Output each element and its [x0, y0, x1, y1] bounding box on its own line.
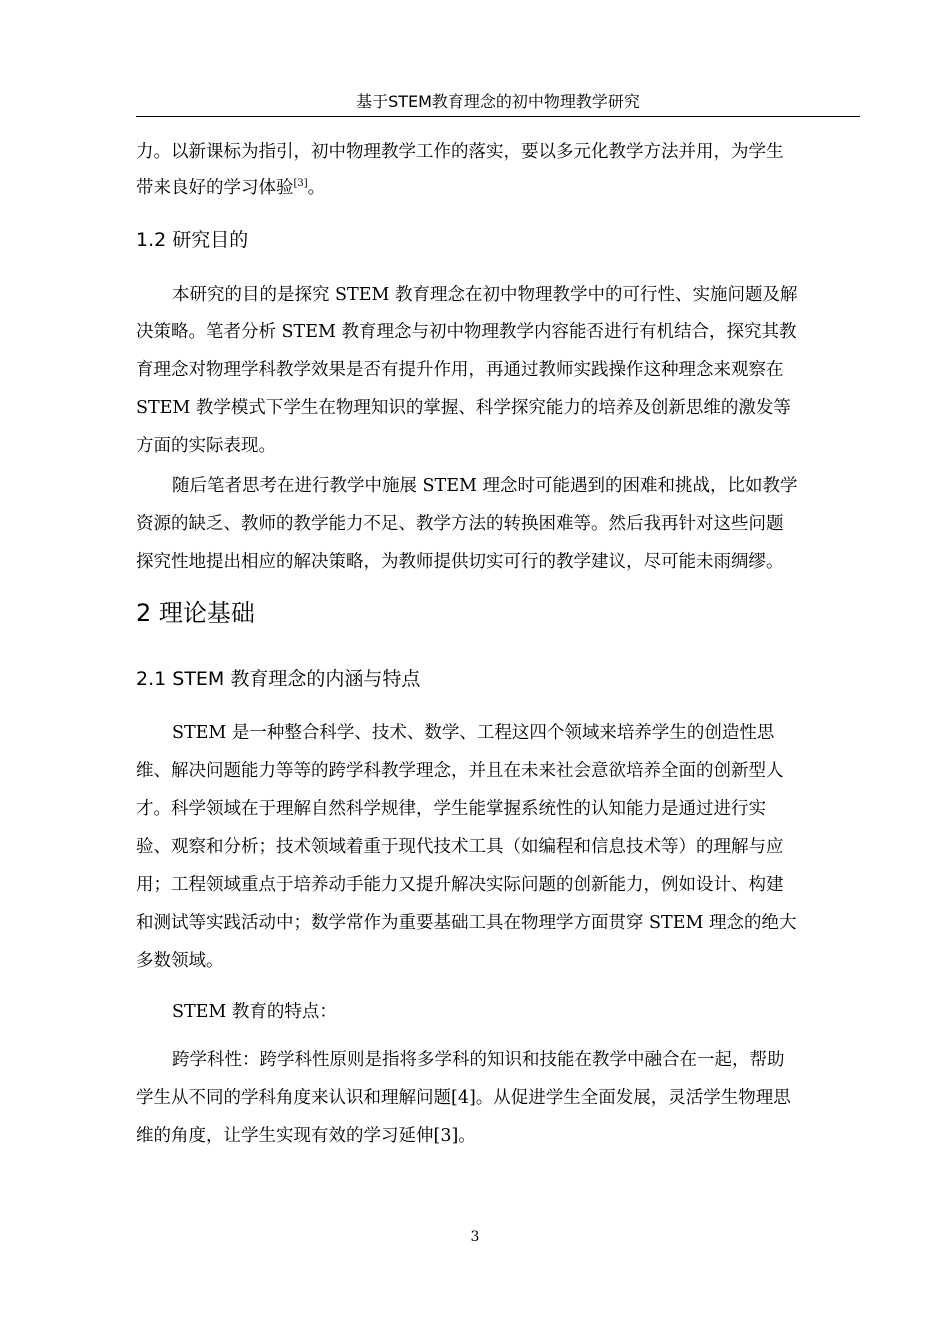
- body-line: 学生从不同的学科角度来认识和理解问题[4]。从促进学生全面发展，灵活学生物理思: [136, 1088, 791, 1108]
- body-line: STEM 是一种整合科学、技术、数学、工程这四个领域来培养学生的创造性思: [172, 723, 775, 743]
- body-line: 多数领域。: [136, 951, 224, 971]
- body-line: 育理念对物理学科教学效果是否有提升作用，再通过教师实践操作这种理念来观察在: [136, 360, 784, 380]
- body-line: 资源的缺乏、教师的教学能力不足、教学方法的转换困难等。然后我再针对这些问题: [136, 514, 784, 534]
- body-line: STEM 教学模式下学生在物理知识的掌握、科学探究能力的培养及创新思维的激发等: [136, 398, 791, 418]
- body-line: 本研究的目的是探究 STEM 教育理念在初中物理教学中的可行性、实施问题及解: [172, 285, 798, 305]
- body-line: 随后笔者思考在进行教学中施展 STEM 理念时可能遇到的困难和挑战，比如教学: [172, 476, 798, 496]
- body-line: 决策略。笔者分析 STEM 教育理念与初中物理教学内容能否进行有机结合，探究其教: [136, 322, 797, 342]
- body-line: 方面的实际表现。: [136, 436, 276, 456]
- section-heading-1-2: 1.2 研究目的: [136, 229, 249, 251]
- running-header: 基于STEM教育理念的初中物理教学研究: [356, 92, 640, 111]
- body-line: 才。科学领域在于理解自然科学规律，学生能掌握系统性的认知能力是通过进行实: [136, 799, 766, 819]
- section-heading-2-1: 2.1 STEM 教育理念的内涵与特点: [136, 668, 421, 690]
- body-line: 力。以新课标为指引，初中物理教学工作的落实，要以多元化教学方法并用，为学生: [136, 142, 784, 162]
- body-line: 跨学科性：跨学科性原则是指将多学科的知识和技能在教学中融合在一起，帮助: [172, 1050, 785, 1070]
- body-line: 用；工程领域重点于培养动手能力又提升解决实际问题的创新能力，例如设计、构建: [136, 875, 784, 895]
- body-line: 探究性地提出相应的解决策略，为教师提供切实可行的教学建议，尽可能未雨绸缪。: [136, 552, 784, 572]
- body-line: 维、解决问题能力等等的跨学科教学理念，并且在未来社会意欲培养全面的创新型人: [136, 761, 784, 781]
- chapter-heading-2: 2 理论基础: [136, 599, 255, 627]
- header-rule: [136, 116, 860, 117]
- body-line: 和测试等实践活动中；数学常作为重要基础工具在物理学方面贯穿 STEM 理念的绝大: [136, 913, 797, 933]
- body-line: 验、观察和分析；技术领域着重于现代技术工具（如编程和信息技术等）的理解与应: [136, 837, 784, 857]
- body-line: 维的角度，让学生实现有效的学习延伸[3]。: [136, 1126, 476, 1146]
- page-number: 3: [470, 1229, 480, 1245]
- citation-ref: [3]: [293, 178, 308, 189]
- body-line: STEM 教育的特点：: [172, 1002, 337, 1022]
- body-line: 带来良好的学习体验[3]。: [136, 178, 326, 198]
